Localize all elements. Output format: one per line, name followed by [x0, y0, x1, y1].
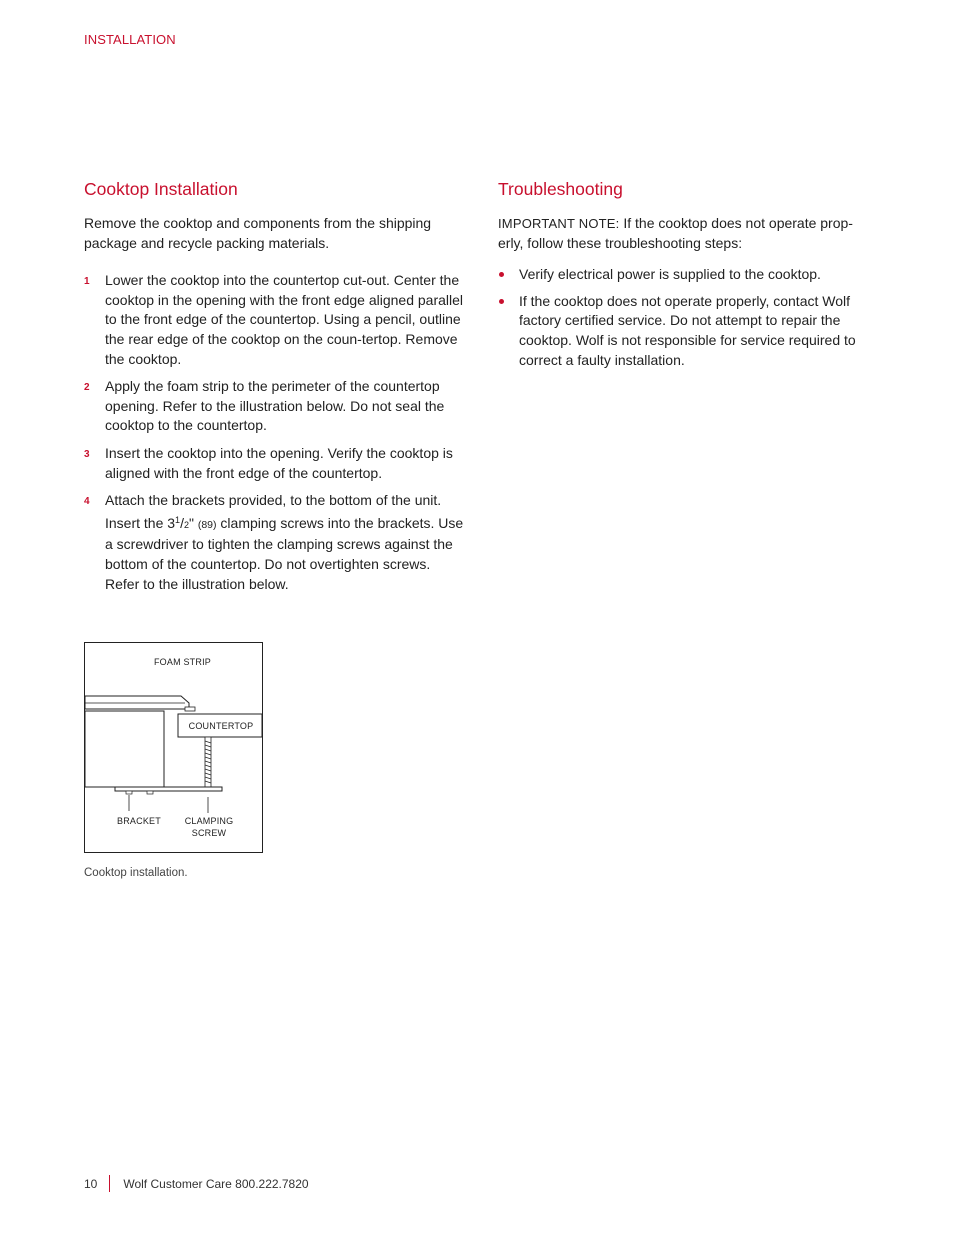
footer-divider — [109, 1175, 110, 1192]
intro-paragraph: Remove the cooktop and components from the shipping package and recycle packing materials. — [84, 215, 432, 251]
fraction-denominator: 2 — [183, 519, 189, 530]
step-text: Apply the foam strip to the perimeter of the countertop opening. Refer to the illustration below. Do not seal the cooktop to the countertop. — [105, 378, 445, 434]
troubleshooting-section — [498, 178, 870, 377]
step-item — [84, 377, 464, 436]
bullet-item — [498, 265, 870, 285]
troubleshooting-title: Troubleshooting — [498, 179, 623, 199]
bracket — [115, 787, 222, 791]
bracket-label: BRACKET — [117, 816, 161, 826]
step-text: Lower the cooktop into the countertop cut-out. Center the cooktop in the opening with the front edge aligned parallel to the front edge of the countertop. Using a pencil, outline the rear edge of the cooktop on the coun-tertop. Remove the cooktop. — [105, 272, 464, 367]
foam-strip — [185, 707, 195, 711]
important-note-label: IMPORTANT NOTE: — [498, 216, 620, 231]
step-number: 1 — [84, 276, 90, 288]
bullet-dot-icon — [499, 299, 504, 304]
cooktop-body — [85, 711, 164, 787]
installation-steps — [84, 271, 464, 594]
step-number: 4 — [84, 496, 90, 508]
step-number: 3 — [84, 448, 90, 460]
step-text: Insert the cooktop into the opening. Verify the cooktop is aligned with the front edge of the countertop. — [105, 444, 453, 481]
figure-caption: Cooktop installation. — [84, 867, 188, 879]
fraction-numerator: 1 — [175, 514, 181, 525]
important-note — [498, 214, 870, 253]
bullet-text: Verify electrical power is supplied to the cooktop. — [519, 266, 821, 283]
step-text-b: clamping screws into the brackets. Use a screwdriver to tighten the clamping screws against the bottom of the countertop. Do not overtighten screws. Refer to the illustration below. — [105, 514, 464, 592]
step-item: 4 Attach the brackets provided, to the bottom of the unit. Insert the $3^1/2$" (89) clamping screws into the brackets. Use a screwdriver to tighten the clamping screws against the bottom of the countertop. Do not overtighten screws. Refer to the illustration below. — [84, 492, 464, 592]
important-note-text: If the cooktop does not operate prop-erly, follow these troubleshooting steps: — [498, 215, 853, 251]
footer-text: Wolf Customer Care 800.222.7820 — [123, 1176, 309, 1191]
section-label: INSTALLATION — [84, 32, 176, 47]
page-number: 10 — [84, 1176, 98, 1191]
installation-illustration — [84, 642, 263, 853]
foam-strip-label: FOAM STRIP — [153, 657, 211, 667]
clamping-screw — [205, 737, 211, 787]
page-footer — [84, 1175, 309, 1192]
troubleshooting-list — [498, 265, 870, 370]
countertop-label: COUNTERTOP — [188, 721, 254, 731]
bullet-dot-icon — [499, 272, 504, 277]
bullet-text: If the cooktop does not operate properly, contact Wolf factory certified service. Do not attempt to repair the cooktop. Wolf is not responsible for service required to correct a faulty installation. — [519, 292, 856, 368]
cooktop-top — [85, 696, 189, 709]
clamping-screw-label-2: SCREW — [191, 828, 227, 838]
clamping-screw-label-1: CLAMPING — [184, 816, 234, 826]
step-item — [84, 271, 464, 369]
bullet-item — [498, 292, 870, 370]
step-text-a: Attach the brackets provided, to the bottom of the unit. Insert the 3 — [105, 492, 442, 531]
mm-measure: (89) — [197, 518, 217, 531]
cooktop-installation-title: Cooktop Installation — [84, 179, 238, 199]
cooktop-installation-section — [84, 178, 464, 602]
inch-mark: " — [188, 514, 194, 531]
step-number: 2 — [84, 382, 90, 394]
step-item — [84, 444, 464, 483]
